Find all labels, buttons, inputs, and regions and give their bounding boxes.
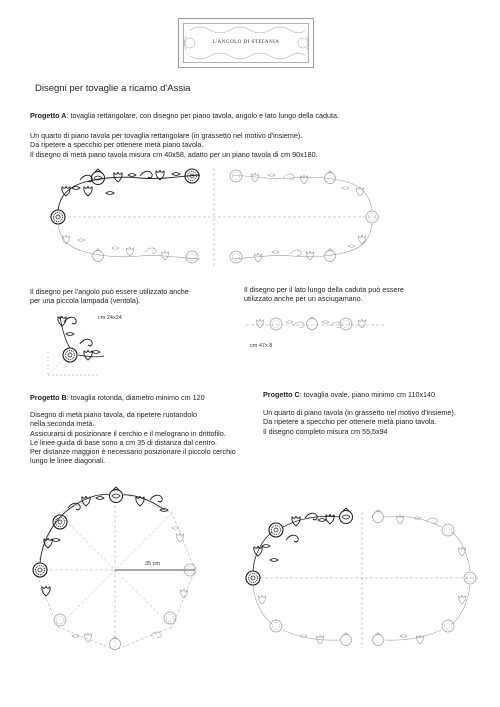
project-c-drawing [246, 508, 480, 648]
corner-line-2: per una piccola lampada (ventola). [30, 296, 141, 306]
corner-drawing [48, 316, 104, 375]
project-b-drawing [33, 487, 196, 650]
project-b-p1: Disegno di metà piano tavola, da ripetere ruotandolo [30, 410, 198, 419]
project-a-label: Progetto A [30, 111, 67, 120]
project-c-label: Progetto C [263, 390, 300, 399]
project-c-p1: Un quarto di piano tavola (in grassetto nel motivo d'insieme). [263, 408, 456, 417]
page-title: Disegni per tovaglie a ricamo d'Assia [35, 83, 191, 94]
project-c-desc: : tovaglia ovale, piano minimo cm 110x140 [299, 390, 436, 399]
logo-ornament [185, 27, 309, 59]
project-c-p2: Da ripetere a specchio per ottenere metà piano tavola. [263, 417, 437, 427]
project-b-radius: 35 cm [145, 561, 160, 567]
project-b-p5: Per distanze maggiori è necessario posizionare il piccolo cerchio [30, 447, 236, 457]
project-a-drawing [48, 168, 380, 268]
project-a-p2: Da ripetere a specchio per ottenere metà piano tavola. [30, 140, 204, 150]
side-line-2: utilizzato anche per un asciugamano. [244, 294, 363, 304]
logo-text: L'ANGOLO DI STEFANIA [212, 39, 280, 45]
project-a-p1: Un quarto di piano tavola per tovaglia rettangolare (in grassetto nel motivo d'insieme). [30, 131, 303, 140]
project-b-p6: lungo le linee diagonali. [30, 456, 106, 466]
project-c-p3: Il disegno completo misura cm 55,5x94 [263, 426, 388, 436]
project-b-p2: nella seconda metà. [30, 419, 95, 429]
project-a-p3: Il disegno di metà piano tavola misura cm 40x58, adatto per un piano tavola di cm 90x180. [30, 149, 318, 159]
side-drawing [246, 317, 384, 331]
project-b-label: Progetto B [30, 393, 67, 402]
project-b-desc: : tovaglia rotonda, diametro minimo cm 120 [66, 393, 205, 402]
side-line-1: Il disegno per il lato lungo della caduta può essere [244, 285, 404, 294]
corner-size: cm 24x24 [98, 315, 122, 321]
corner-line-1: Il disegno per l'angolo può essere utilizzato anche [30, 287, 189, 296]
project-a-desc: : tovaglia rettangolare, con disegno per piano tavola, angolo e lato lungo della caduta. [66, 111, 339, 120]
project-b-p4: Le linee guida di base sono a cm 35 di distanza dal centro. [30, 437, 217, 447]
project-b-p3: Assicurarsi di posizionare il cerchio e il melograno in drittofilo. [30, 428, 226, 438]
side-size: cm 47x 8 [250, 343, 273, 349]
